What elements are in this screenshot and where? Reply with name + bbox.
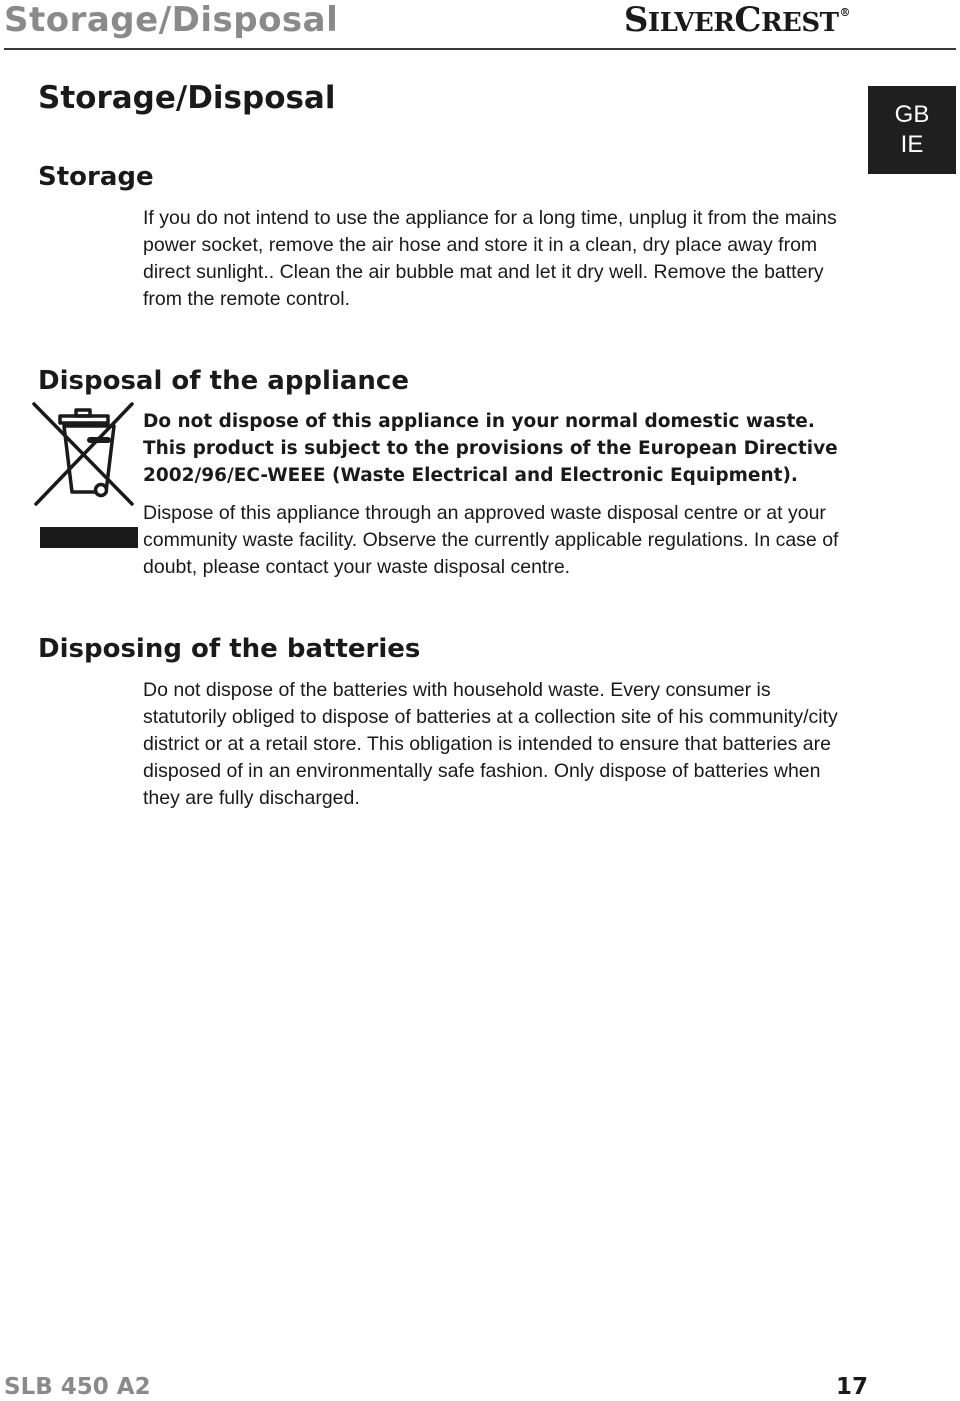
crossed-out-wheelie-bin-icon bbox=[28, 400, 138, 552]
page-title: Storage/Disposal bbox=[38, 80, 336, 116]
disposal-batteries-heading: Disposing of the batteries bbox=[38, 634, 421, 664]
disposal-batteries-paragraph: Do not dispose of the batteries with household waste. Every consumer is statutorily obliged to dispose of batteries at a collection site of his community/city district or at a retail store. This obligation is intended to ensure that batteries are disposed of in an environmentally safe fashion. Only dispose of batteries when they are fully discharged. bbox=[143, 679, 838, 809]
storage-paragraph: If you do not intend to use the appliance for a long time, unplug it from the mains power socket, remove the air hose and store it in a clean, dry place away from direct sunlight.. Clean the air bubble mat and let it dry well. Remove the battery from the remote control. bbox=[143, 207, 837, 310]
running-header-title: Storage/Disposal bbox=[4, 0, 339, 40]
header-divider bbox=[4, 48, 956, 50]
language-tab bbox=[868, 86, 956, 174]
language-code-ie: IE bbox=[900, 131, 924, 158]
storage-heading: Storage bbox=[38, 162, 154, 192]
disposal-appliance-heading: Disposal of the appliance bbox=[38, 366, 409, 396]
language-code-gb: GB bbox=[894, 101, 930, 128]
brand-logo: SILVERCREST® bbox=[623, 0, 850, 40]
disposal-appliance-warning: Do not dispose of this appliance in your normal domestic waste. This product is subject to the provisions of the European Directive 2002/96/EC-WEEE (Waste Electrical and Electronic Equipment). bbox=[143, 411, 838, 486]
disposal-appliance-paragraph: Dispose of this appliance through an approved waste disposal centre or at your community waste facility. Observe the currently applicable regulations. In case of doubt, please contact your waste disposal centre. bbox=[143, 502, 839, 578]
footer-page-number: 17 bbox=[836, 1374, 869, 1400]
footer-model-number: SLB 450 A2 bbox=[4, 1374, 151, 1400]
